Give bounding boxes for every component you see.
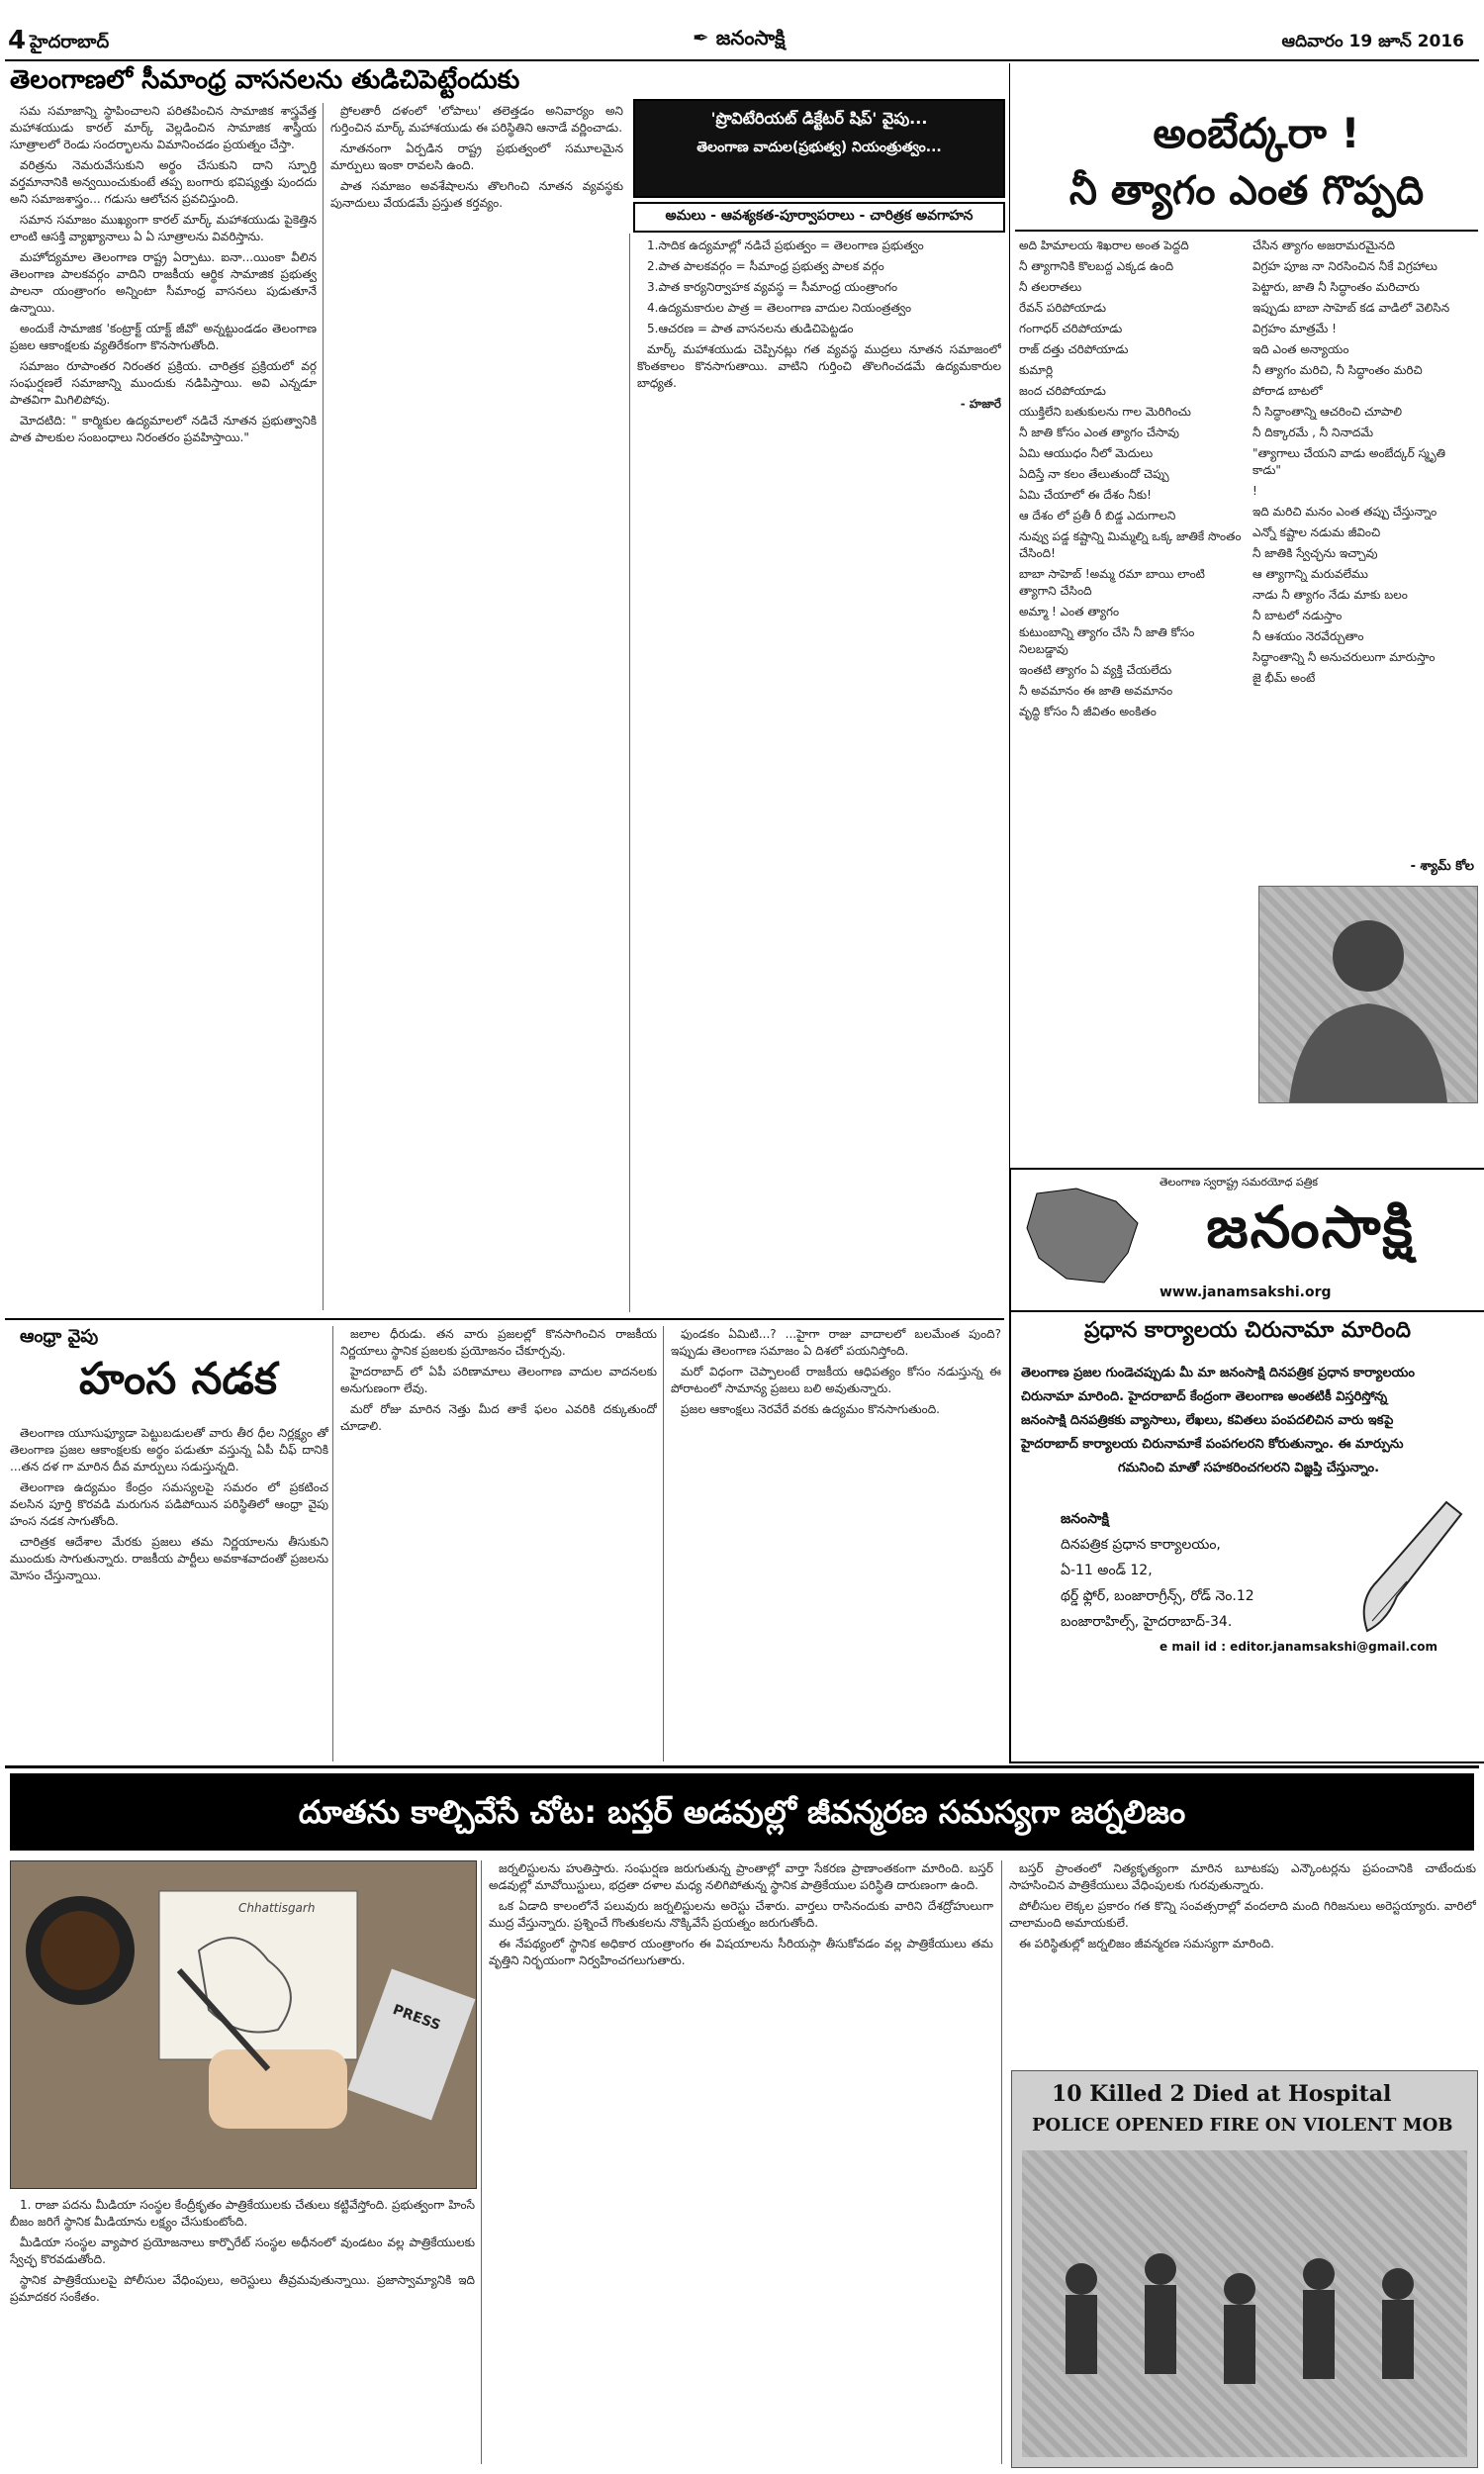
bastar-paragraph: ఈ పరిస్థితుల్లో జర్నలిజం జీవన్మరణ సమస్యగా మారింది. <box>1019 1937 1274 1951</box>
pen-icon: ✒ <box>693 26 709 49</box>
bastar-paragraph: పోలీసుల లెక్కల ప్రకారం గత కొన్ని సంవత్సరాల్లో వందలాది మంది గిరిజనులు అరెస్టయ్యారు. వారిలో చాలామంది అమాయకులే. <box>1009 1899 1476 1930</box>
bastar-headline: దూతను కాల్చివేసే చోట: బస్తర్ అడవుల్లో జీవన్మరణ సమస్యగా జర్నలిజం <box>10 1773 1474 1851</box>
poem-line: నీ ఆశయం నెరవేర్చుతాం <box>1252 629 1364 643</box>
poem-line: నీ దిక్కారమే , నీ నినాదమే <box>1252 426 1374 439</box>
continuation-paragraph: ప్రోలతారీ దళంలో 'లోపాలు' తలెత్తడం అనివార్యం అని గుర్తించిన మార్క్ మహాశయుడు ఈ పరిస్థితిని ఆనాడే వర్ణించాడు. <box>330 104 623 135</box>
ad-brand: జనంసాక్షి <box>1206 1193 1415 1261</box>
poem-line: ఇది మరిచి మనం ఎంత తప్పు చేస్తున్నాం <box>1252 505 1438 519</box>
hamsa-paragraph: చారిత్రక ఆదేశాల మేరకు ప్రజలు తమ నిర్ణయాలను తీసుకుని ముందుకు సాగుతున్నారు. రాజకీయ పార్టీలు అవకాశవాదంతో ప్రజలను మోసం చేస్తున్నాయి. <box>10 1535 328 1582</box>
bulletin-title: 'ప్రొవిటేరియట్ డిక్టేటర్ షిప్' వైపు... <box>710 109 928 128</box>
ad-rule <box>1011 1310 1484 1312</box>
ad-address-line: జనంసాక్షి <box>1061 1511 1109 1527</box>
poem-line: ఏదిస్తే నా కలం తేలుతుందో చెప్పు <box>1019 467 1169 481</box>
section-rule <box>5 1765 1479 1768</box>
column-divider <box>629 234 630 1312</box>
poem-line: అది హిమాలయ శిఖరాల అంత పెద్దది <box>1019 238 1189 252</box>
ad-notice-line: జనంసాక్షి దినపత్రికకు వ్యాసాలు, లేఖలు, కవితలు పంపదలిచిన వారు ఇకపై <box>1021 1413 1394 1428</box>
lower-center-column <box>340 1326 657 1761</box>
poem-line: ఏమి చేయాలో ఈ దేశం నీకు! <box>1019 488 1152 502</box>
poem-line: ఇంతటి త్యాగం ఏ వ్యక్తి చేయలేదు <box>1019 663 1172 677</box>
poem-line: ఇది ఎంత అన్యాయం <box>1252 342 1349 356</box>
masthead-small <box>693 26 786 54</box>
crowd-silhouettes-icon <box>1022 2150 1467 2457</box>
poem-line: పోరాడ బాటలో <box>1252 384 1323 398</box>
bastar-right-column <box>1009 1860 1476 2058</box>
bulletin-subline: అమలు - ఆవశ్యకత-పూర్వాపరాలు - చారిత్రక అవగాహన <box>633 202 1005 233</box>
poem-line: ఎన్నో కష్టాల నడుమ జీవించి <box>1252 525 1381 539</box>
right-paragraph: ఫుండకం ఏమిటి...? ...హైగా రాజు వాదాలలో బలమేంత పుంది? ఇప్పుడు తెలంగాణ సమాజం ఏ దిశలో పయనిస్తోంది. <box>671 1327 1001 1358</box>
page-header <box>0 0 1484 61</box>
bastar-paragraph: జర్నలిస్టులను హుతిస్తారు. సంఘర్షణ జరుగుతున్న ప్రాంతాల్లో వార్తా సేకరణ ప్రాణాంతకంగా మారింది. బస్తర్ అడవుల్లో మావోయిస్టులు, భద్రతా దళాల మధ్య నలిగిపోతున్న స్థానిక పాత్రికేయుల పరిస్థితి దారుణంగా ఉంది. <box>489 1861 993 1892</box>
hamsa-title: హంస నడక <box>79 1354 277 1404</box>
poem-line: ఏమి ఆయుధం నీలో మెదులు <box>1019 446 1154 460</box>
page-number: 4 <box>8 26 27 55</box>
poem-line: జై భీమ్ అంటే <box>1252 671 1316 685</box>
poem-line: ! <box>1252 484 1257 498</box>
poem-line: నువ్వు పడ్డ కష్టాన్ని మిమ్మల్ని ఒక్క జాతికే సొంతం చేసింది! <box>1019 529 1242 560</box>
poem-line: నీ బాటలో నడుస్తాం <box>1252 609 1343 622</box>
poem-title-line2: నీ త్యాగం ఎంత గొప్పది <box>1068 168 1425 214</box>
ad-notice-line: హైదరాబాద్ కార్యాలయ చిరునామాకే పంపగలరని కోరుతున్నాం. ఈ మార్పును <box>1021 1437 1404 1452</box>
poem-line: నీ జాతికి స్వేచ్ఛను ఇచ్చావు <box>1252 546 1378 560</box>
lead-paragraph: సమ సమాజాన్ని స్థాపించాలని పరితపించిన సామాజిక శాస్త్రవేత్త మహాశయుడు కారల్ మార్క్ వెల్లడించిన సామాజిక శాస్త్రీయ సూత్రాలలో రెండు సందర్భాలను విమానించడం ప్రయత్నం చేస్తా. <box>10 104 317 151</box>
lead-paragraph: సమాజం రూపాంతర నిరంతర ప్రక్రియ. చారిత్రక ప్రక్రియలో వర్గ సంఘర్షణలే సమాజాన్ని ముందుకు నడిపిస్తాయి. అవి ఎన్నడూ పాతవిగా మిగిలిపోవు. <box>10 359 317 407</box>
bastar-paragraph: 1. రాజా పదను మీడియా సంస్థల కేంద్రీకృతం పాత్రికేయులకు చేతులు కట్టివేస్తోంది. ప్రభుత్వంగా హింసే బీజం జరిగే స్థానిక మీడియాను లక్ష్యం చేసుకుంటోంది. <box>10 2198 475 2229</box>
continuation-paragraph: మార్క్ మహాశయుడు చెప్పినట్లు గత వ్యవస్థ ముద్రలు నూతన సమాజంలో కొంతకాలం కొనసాగుతాయి. వాటిని గుర్తించి తొలగించడమే ఉద్యమకారుల బాధ్యత. <box>637 342 1001 390</box>
column-divider <box>332 1326 333 1761</box>
right-paragraph: ప్రజల ఆకాంక్షలు నెరవేరే వరకు ఉద్యమం కొనసాగుతుంది. <box>681 1402 941 1416</box>
clipping-headline: 10 Killed 2 Died at Hospital <box>1052 2081 1392 2107</box>
ad-notice-body <box>1021 1362 1476 1480</box>
ad-address-line: దినపత్రిక ప్రధాన కార్యాలయం, <box>1061 1537 1221 1553</box>
ad-notice-line: తెలంగాణ ప్రజల గుండెచప్పుడు మీ మా జనంసాక్షి దినపత్రిక ప్రధాన కార్యాలయం <box>1021 1366 1415 1380</box>
poem-title-line1: అంబేద్కరా ! <box>1153 109 1360 157</box>
section-label: హైదరాబాద్ <box>30 32 110 52</box>
ad-address-line: బంజారాహిల్స్, హైదరాబాద్-34. <box>1061 1614 1233 1630</box>
continuation-paragraph: పాత సమాజం అవశేషాలను తొలగించి నూతన వ్యవస్థకు పునాదులు వేయడమే ప్రస్తుత కర్తవ్యం. <box>330 179 623 210</box>
poem-line: ఆ త్యాగాన్ని మరువలేము <box>1252 567 1368 581</box>
bastar-caption-column <box>10 2197 475 2464</box>
center-paragraph: హైదరాబాద్ లో ఏపీ పరిణామాలు తెలంగాణ వాదుల వాదనలకు అనుగుణంగా లేవు. <box>340 1365 657 1395</box>
ad-address-line: థర్డ్ ఫ్లోర్, బంజారాగ్రీన్స్, రోడ్ నెం.12 <box>1061 1588 1254 1604</box>
column-divider <box>323 103 324 1310</box>
poem-line: పెట్టారు, జాతి నీ సిద్ధాంతం మరిచారు <box>1252 280 1420 294</box>
poem-line: వృద్ధి కోసం నీ జీవితం అంకితం <box>1019 705 1157 718</box>
masthead-title: జనంసాక్షి <box>715 26 786 49</box>
poem-line: యుక్తిలేని బతుకులను గాల మెరిగించు <box>1019 405 1191 419</box>
bastar-paragraph: బస్తర్ ప్రాంతంలో నిత్యకృత్యంగా మారిన బూటకపు ఎన్కౌంటర్లను ప్రపంచానికి చాటేందుకు సాహసించిన పాత్రికేయులు వేధింపులకు గురవుతున్నారు. <box>1009 1861 1476 1892</box>
poem-line: నీ జాతి కోసం ఎంత త్యాగం చేసావు <box>1019 426 1179 439</box>
poem-line: రేవన్ పరిపోయాడు <box>1019 301 1107 315</box>
center-paragraph: మరో రోజు మారిన నెత్తు మీద తాకే ఫలం ఎవరికి దక్కుతుందో చూడాలి. <box>340 1402 657 1433</box>
issue-date: ఆదివారం 19 జూన్ 2016 <box>1281 32 1464 51</box>
section-rule <box>5 1318 1004 1320</box>
ad-notice-line: గమనించి మాతో సహకరించగలరని విజ్ఞప్తి చేస్తున్నాం. <box>1117 1461 1380 1475</box>
lead-paragraph: అందుకే సామాజిక 'కంట్రాక్ట్ యాక్ట్ జీవో' అన్నట్టుండడం తెలంగాణ ప్రజల ఆకాంక్షలకు వ్యతిరేకంగా కొనసాగుతోంది. <box>10 322 317 352</box>
article-byline: - హజారే <box>960 397 1001 411</box>
poem-line: సిద్ధాంతాన్ని నీ అనుచరులుగా మారుస్తాం <box>1252 650 1436 664</box>
bastar-paragraph: మీడియా సంస్థల వ్యాపార ప్రయోజనాలు కార్పొరేట్ సంస్థల అధీనంలో వుండటం వల్ల పాత్రికేయులకు స్వేచ్ఛ కొరవడుతోంది. <box>10 2236 475 2266</box>
author-photo <box>1258 886 1478 1103</box>
poem-line: బాబా సాహెబ్ !అమ్మ రమా బాయి లాంటి త్యాగాని చేసింది <box>1019 567 1205 598</box>
right-paragraph: మరో విధంగా చెప్పాలంటే రాజకీయ ఆధిపత్యం కోసం నడుస్తున్న ఈ పోరాటంలో సామాన్య ప్రజలు బలి అవుతున్నారు. <box>671 1365 1001 1395</box>
ad-notice-line: చిరునామా మారింది. హైదరాబాద్ కేంద్రంగా తెలంగాణ అంతటికీ విస్తరిస్తోన్న <box>1021 1389 1388 1404</box>
bastar-illustration <box>10 1860 477 2189</box>
poem-line: నాడు నీ త్యాగం నేడు మాకు బలం <box>1252 588 1408 602</box>
hamsa-paragraph: తెలంగాణ ఉద్యమం కేంద్రం సమస్యలపై సమరం లో ప్రకటించ వలసిన పూర్తి కొరవడి మరుగున పడిపోయిన పరిస్థితిలో ఆంధ్రా వైపు హంస నడక సాగుతోంది. <box>10 1480 328 1528</box>
poem-column-right <box>1252 238 1476 851</box>
hamsa-kicker: ఆంధ్రా వైపు <box>20 1326 99 1347</box>
poem-line: జంద చరిపోయాడు <box>1019 384 1106 398</box>
poem-column-left <box>1019 238 1245 1108</box>
ad-website: www.janamsakshi.org <box>1159 1285 1332 1300</box>
poem-line: విగ్రహ పూజ నా నిరసించిన నీకే విగ్రహాలు <box>1252 259 1438 273</box>
bulletin-line2: తెలంగాణ వాదుల(ప్రభుత్వ) నియంత్రుత్వం... <box>696 140 942 155</box>
lower-right-column <box>671 1326 1001 1761</box>
poem-line: కుటుంబాన్ని త్యాగం చేసి నీ జాతి కోసం నిలబడ్డావు <box>1019 625 1195 656</box>
poem-line: విగ్రహం మాత్రమే ! <box>1252 322 1337 335</box>
column-divider <box>481 1860 482 2464</box>
hamsa-paragraph: తెలంగాణ యూసుఫ్యూడా పెట్టుబడులతో వారు తీర ధీల నిర్లక్ష్యం తో తెలంగాణ ప్రజల ఆకాంక్షలకు అర్థం పడుతూ వస్తున్న ఏపీ చీఫ్ దానికి ...తన దళ గా మారిన దీవ మార్పులు సడుస్తున్నది. <box>10 1426 328 1474</box>
telangana-map-icon <box>1017 1184 1146 1292</box>
poem-line: నీ అవమానం ఈ జాతి అవమానం <box>1019 684 1173 698</box>
poem-author: - శ్యామ్ కోల <box>1410 859 1474 874</box>
illustration-label-state: Chhattisgarh <box>238 1901 316 1915</box>
poem-line: ఆ దేశం లో ప్రతీ రీ బిడ్డ ఎదుగాలని <box>1019 509 1176 523</box>
ad-tagline: తెలంగాణ స్వరాష్ట్ర సమరయోధ పత్రిక <box>1159 1176 1319 1189</box>
poem-line: చేసిన త్యాగం అజరామరమైనది <box>1252 238 1395 252</box>
poem-line: ఇప్పుడు బాబా సాహెబ్ కడ వాడిలో వెలిసిన <box>1252 301 1450 315</box>
lead-paragraph: మోదటిది: " కార్మికుల ఉద్యమాలలో నడిచే నూతన ప్రభుత్వానికి పాత పాలకుల సంబంధాలు నిరంతరం ప్రవహిస్తాయి." <box>10 414 317 444</box>
poem-title-rule <box>1015 230 1478 232</box>
lead-headline: తెలంగాణలో సీమాంధ్ర వాసనలను తుడిచిపెట్టేందుకు <box>10 65 520 95</box>
continuation-paragraph: నూతనంగా ఏర్పడిన రాష్ట్ర ప్రభుత్వంలో సమూలమైన మార్పులు ఇంకా రావలసి ఉంది. <box>330 142 623 172</box>
poem-line: నీ తలరాతలు <box>1019 280 1082 294</box>
poem-line: గంగాధర్ చరిపోయాడు <box>1019 322 1123 335</box>
column-divider <box>663 1326 664 1761</box>
poem-line: అమ్మా ! ఎంత త్యాగం <box>1019 605 1120 618</box>
column-divider <box>1001 1860 1002 2464</box>
lead-paragraph: వరిత్రను నెమరువేసుకుని అర్థం చేసుకుని దాని స్ఫూర్తి వర్తమానానికి అన్వయించుకుంటే తప్ప బంగారు భవిష్యత్తు పుందదు అని సమాజశాస్త్రం... గడుసు ఆలోచన ప్రవచిస్తుంది. <box>10 158 317 206</box>
news-clipping-photo <box>1011 2070 1478 2468</box>
center-paragraph: జలాల ధీరుడు. తన వారు ప్రజలల్లో కొనసాగించిన రాజకీయ నిర్ణయాలు స్థానిక ప్రజలకు ప్రయోజనం చేకూర్చవు. <box>340 1327 657 1358</box>
ad-notice-title: ప్రధాన కార్యాలయ చిరునామా మారింది <box>1083 1318 1411 1343</box>
person-silhouette-icon <box>1259 887 1477 1102</box>
continuation-paragraph: 5.ఆచరణ = పాత వాసనలను తుడిచిపెట్టడం <box>647 322 854 335</box>
continuation-paragraph: 2.పాత పాలకవర్గం = సీమాంధ్ర ప్రభుత్వ పాలక వర్గం <box>647 259 884 273</box>
column-divider <box>1009 63 1010 1315</box>
poem-line: నీ సిద్ధాంతాన్ని ఆచరించి చూపాలి <box>1252 405 1403 419</box>
continuation-paragraph: 1.సాదిక ఉద్యమాల్లో నడిచే ప్రభుత్వం = తెలంగాణ ప్రభుత్వం <box>647 238 924 252</box>
hamsa-article <box>10 1425 328 1761</box>
poem-line: నీ త్యాగం మరిచి, నీ సిద్ధాంతం మరిచి <box>1252 363 1423 377</box>
poem-line: "త్యాగాలు చేయని వాడు అంబేద్కర్ స్మృతి కాడు" <box>1252 446 1446 477</box>
ad-email: e mail id : editor.janamsakshi@gmail.com <box>1159 1640 1438 1654</box>
bastar-middle-column <box>489 1860 993 2464</box>
fountain-pen-icon <box>1338 1482 1476 1641</box>
bastar-paragraph: స్థానిక పాత్రికేయులపై పోలీసుల వేధింపులు, అరెస్టులు తీవ్రమవుతున్నాయి. ప్రజాస్వామ్యానికి ఇది ప్రమాదకర సంకేతం. <box>10 2273 475 2304</box>
poem-line: నీ త్యాగానికి కొలబద్ద ఎక్కడ ఉంది <box>1019 259 1174 273</box>
lead-paragraph: సమాన సమాజం ముఖ్యంగా కారల్ మార్క్ మహాశయుడు పైకెత్తిన లాంటి ఆసక్తి వ్యాఖ్యానాలు ఏ ఏ సూత్రాలను వివరిస్తాను. <box>10 213 317 243</box>
ad-address-line: ఏ-11 అండ్ 12, <box>1061 1563 1153 1578</box>
bulletin-box <box>633 99 1005 198</box>
bastar-paragraph: ఈ నేపథ్యంలో స్థానిక అధికార యంత్రాంగం ఈ విషయాలను సీరియస్గా తీసుకోవడం వల్ల పాత్రికేయులు తమ వృత్తిని నిర్భయంగా నిర్వహించగలుగుతారు. <box>489 1937 993 1967</box>
janamsakshi-ad <box>1009 1168 1484 1763</box>
poem-line: రాజ్ దత్తు చరిపోయాడు <box>1019 342 1129 356</box>
poem-line: కుమార్లి <box>1019 363 1054 377</box>
lead-article-column-3 <box>637 238 1001 1316</box>
lead-article-column-1 <box>10 103 317 1315</box>
lead-article-column-2 <box>330 103 623 1315</box>
bastar-paragraph: ఒక ఏడాది కాలంలోనే పలువురు జర్నలిస్టులను అరెస్టు చేశారు. వార్తలు రాసినందుకు వారిని దేశద్రోహులుగా ముద్ర వేస్తున్నారు. ప్రశ్నించే గొంతుకలను నొక్కివేసే ప్రయత్నం జరుగుతోంది. <box>489 1899 993 1930</box>
ad-address <box>1061 1506 1357 1635</box>
clipping-subhead: POLICE OPENED FIRE ON VIOLENT MOB <box>1032 2115 1453 2136</box>
continuation-paragraph: 4.ఉద్యమకారుల పాత్ర = తెలంగాణ వాదుల నియంత్రత్వం <box>647 301 912 315</box>
illustration-label-press: PRESS <box>390 2001 443 2035</box>
crowd-photo <box>1022 2150 1467 2457</box>
lead-paragraph: మహోద్యమాల తెలంగాణ రాష్ట్ర ఏర్పాటు. ఐనా...యింకా వీలిన తెలంగాణ పాలకవర్గం వాదిని రాజకీయ ఆర్థిక సామాజిక ప్రభుత్వ పాలనా యంత్రాంగం అన్నింటా సీమాంధ్ర వాసనలు పుడుతూనే ఉన్నాయి. <box>10 250 317 315</box>
continuation-paragraph: 3.పాత కార్యనిర్వాహక వ్యవస్థ = సీమాంధ్ర యంత్రాంగం <box>647 280 898 294</box>
